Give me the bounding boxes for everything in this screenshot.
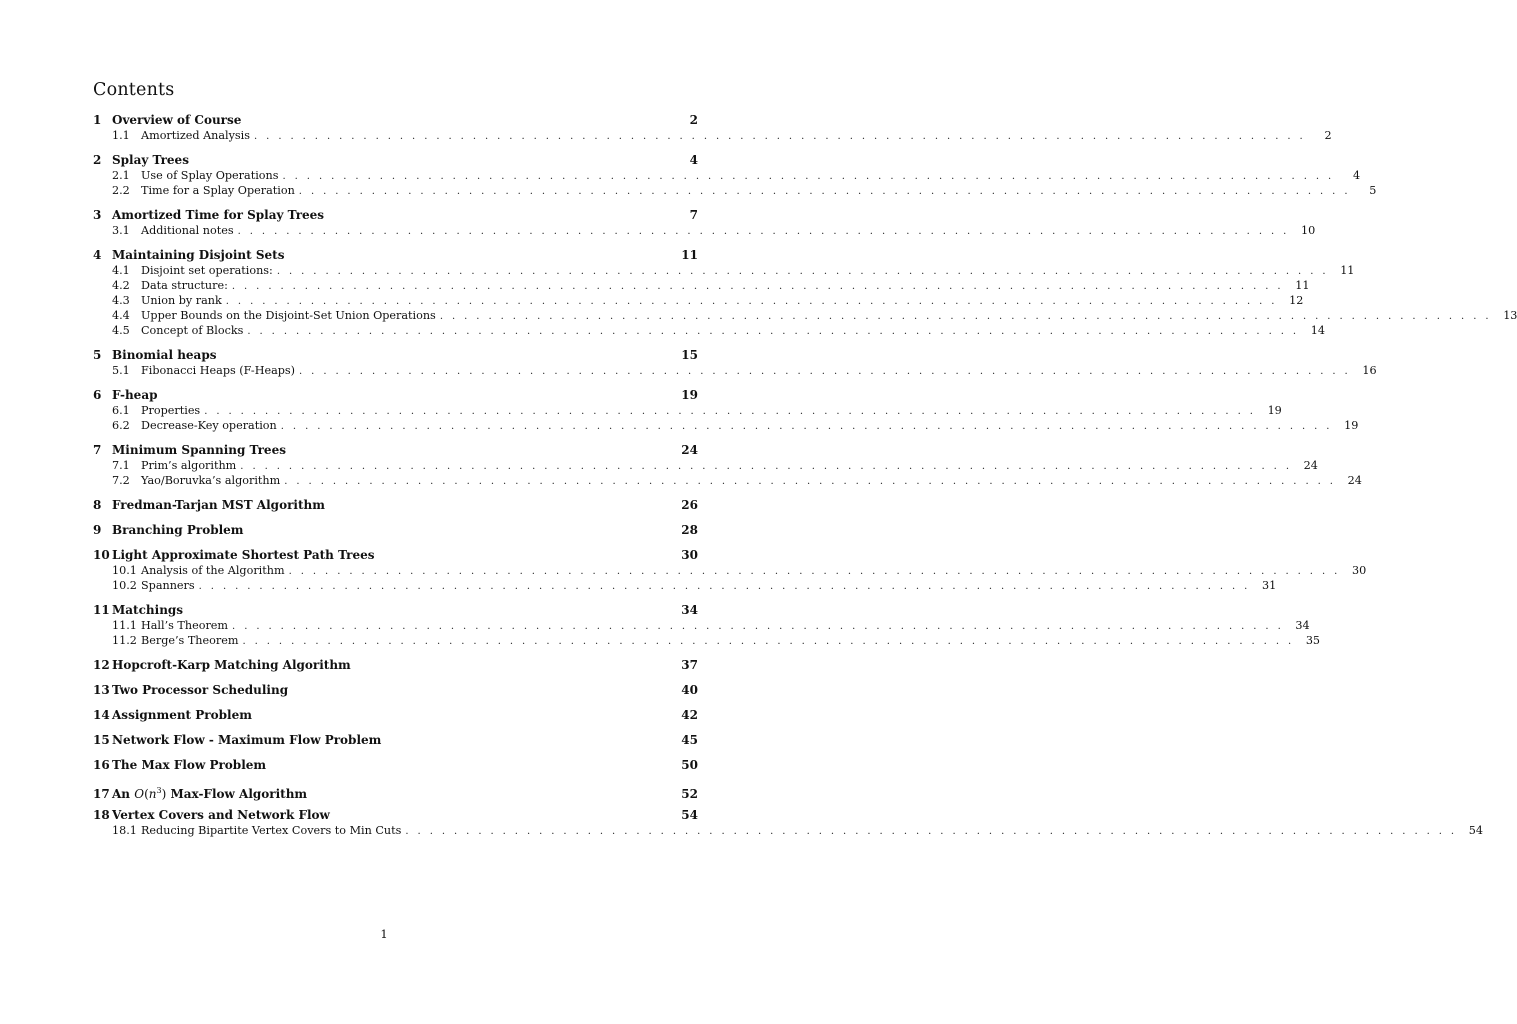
toc-section [93,153,1377,198]
section-title-prefix: An [112,787,135,801]
subsection-number: 10.2 [112,579,137,592]
subsection-title: Time for a Splay Operation [141,184,295,197]
subsection-page: 13 [1503,309,1517,322]
section-number: 3 [93,208,102,222]
section-page: 26 [681,498,698,512]
dot-leader: . . . . . . . . . . . . . . . . . . . . . . . . . . . . . . . . . . . . . . . . . . . . . . . . . . . . . . . . . . . . . . . . . . . . . . . . . . . . . . . . . . . . . . . [298,186,1351,197]
dot-leader: . . . . . . . . . . . . . . . . . . . . . . . . . . . . . . . . . . . . . . . . . . . . . . . . . . . . . . . . . . . . . . . . . . . . . . . . . . . . . . . . . . . . . . . [282,171,1335,182]
subsection-number: 2.1 [112,169,130,182]
dot-leader: . . . . . . . . . . . . . . . . . . . . . . . . . . . . . . . . . . . . . . . . . . . . . . . . . . . . . . . . . . . . . . . . . . . . . . . . . . . . . . . . . . . . . . . [280,421,1333,432]
toc-section-entry[interactable] [93,758,698,773]
subsection-number: 11.2 [112,634,137,647]
subsection-number: 4.3 [112,294,130,307]
subsection-number: 11.1 [112,619,137,632]
section-title: Overview of Course [112,113,242,127]
section-title: Fredman-Tarjan MST Algorithm [112,498,325,512]
subsection-title: Upper Bounds on the Disjoint-Set Union Operations [141,309,436,322]
section-title: Amortized Time for Splay Trees [112,208,325,222]
toc-section [93,758,698,773]
toc-subsection-entry[interactable] [93,183,1377,198]
toc-section [93,548,1367,593]
subsection-number: 6.1 [112,404,130,417]
section-title: Network Flow - Maximum Flow Problem [112,733,382,747]
toc-section-entry[interactable] [93,658,698,673]
subsection-title: Prim’s algorithm [141,459,237,472]
subsection-number: 4.1 [112,264,130,277]
toc-section [93,248,1517,338]
toc-section-entry[interactable] [93,783,698,801]
section-title-suffix: Max-Flow Algorithm [166,787,308,801]
section-page: 30 [681,548,698,562]
subsection-title: Additional notes [141,224,234,237]
section-page: 54 [681,808,698,822]
section-number: 16 [93,758,110,772]
toc-section-entry[interactable] [93,808,698,823]
subsection-page: 30 [1351,564,1367,577]
toc-subsection-entry[interactable] [93,223,1316,238]
toc-subsection-entry[interactable] [93,363,1377,378]
subsection-number: 6.2 [112,419,130,432]
section-title: Splay Trees [112,153,189,167]
subsection-number: 10.1 [112,564,137,577]
toc-section [93,603,1321,648]
section-title: Two Processor Scheduling [112,683,289,697]
subsection-page: 12 [1289,294,1304,307]
dot-leader: . . . . . . . . . . . . . . . . . . . . . . . . . . . . . . . . . . . . . . . . . . . . . . . . . . . . . . . . . . . . . . . . . . . . . . . . . . . . . . . . . . . . . . . [405,826,1457,837]
section-number: 2 [93,153,102,167]
subsection-page: 19 [1267,404,1282,417]
toc-section [93,348,1377,378]
subsection-page: 2 [1324,129,1332,142]
dot-leader: . . . . . . . . . . . . . . . . . . . . . . . . . . . . . . . . . . . . . . . . . . . . . . . . . . . . . . . . . . . . . . . . . . . . . . . . . . . . . . . . . . . . . . . [237,226,1290,237]
subsection-number: 7.2 [112,474,130,487]
subsection-number: 5.1 [112,364,130,377]
toc-subsection-entry[interactable] [93,128,1332,143]
open-paren: ( [144,787,149,801]
subsection-title: Hall’s Theorem [141,619,229,632]
toc-subsection-entry[interactable] [93,633,1321,648]
dot-leader: . . . . . . . . . . . . . . . . . . . . . . . . . . . . . . . . . . . . . . . . . . . . . . . . . . . . . . . . . . . . . . . . . . . . . . . . . . . . . . . . . . . . . . . [284,476,1336,487]
section-number: 17 [93,787,110,801]
dot-leader: . . . . . . . . . . . . . . . . . . . . . . . . . . . . . . . . . . . . . . . . . . . . . . . . . . . . . . . . . . . . . . . . . . . . . . . . . . . . . . . . . . . . . . . [198,581,1251,592]
subsection-number: 18.1 [112,824,137,837]
section-title: Vertex Covers and Network Flow [112,808,330,822]
section-title: Branching Problem [112,523,244,537]
math-variable: n [148,787,157,801]
toc-section [93,523,698,538]
subsection-title: Decrease-Key operation [141,419,277,432]
section-number: 18 [93,808,110,822]
close-paren: ) [161,787,167,801]
subsection-number: 3.1 [112,224,130,237]
section-title: The Max Flow Problem [112,758,267,772]
toc-section-entry[interactable] [93,388,698,403]
toc-section-entry[interactable] [93,248,698,263]
toc-subsection-entry[interactable] [93,458,1318,473]
section-title: Light Approximate Shortest Path Trees [112,548,375,562]
subsection-title: Union by rank [141,294,222,307]
section-title: Matchings [112,603,184,617]
subsection-title: Data structure: [141,279,228,292]
subsection-number: 7.1 [112,459,130,472]
toc-subsection-entry[interactable] [93,823,1483,838]
section-title: Hopcroft-Karp Matching Algorithm [112,658,351,672]
subsection-page: 24 [1347,474,1362,487]
subsection-title: Disjoint set operations: [141,264,273,277]
toc-section-entry[interactable] [93,498,698,513]
subsection-title: Berge’s Theorem [141,634,239,647]
toc-section [93,113,1332,143]
section-number: 11 [93,603,110,617]
toc-section-entry[interactable] [93,708,698,723]
section-number: 1 [93,113,102,127]
section-page: 28 [681,523,698,537]
toc-section-entry[interactable] [93,733,698,748]
dot-leader: . . . . . . . . . . . . . . . . . . . . . . . . . . . . . . . . . . . . . . . . . . . . . . . . . . . . . . . . . . . . . . . . . . . . . . . . . . . . . . . . . . . . . . . [231,281,1284,292]
section-number: 5 [93,348,102,362]
section-number: 6 [93,388,102,402]
toc-subsection-entry[interactable] [93,308,1517,323]
subsection-number: 4.4 [112,309,130,322]
section-page: 34 [681,603,698,617]
toc-section [93,498,698,513]
section-number: 12 [93,658,110,672]
section-page: 45 [681,733,698,747]
subsection-number: 4.5 [112,324,130,337]
subsection-title: Reducing Bipartite Vertex Covers to Min Cuts [141,824,402,837]
math-exponent: 3 [156,786,162,795]
section-title: Binomial heaps [112,348,217,362]
toc-section-entry[interactable] [93,348,698,363]
section-number: 15 [93,733,110,747]
section-title: Maintaining Disjoint Sets [112,248,285,262]
toc-section [93,208,1316,238]
dot-leader: . . . . . . . . . . . . . . . . . . . . . . . . . . . . . . . . . . . . . . . . . . . . . . . . . . . . . . . . . . . . . . . . . . . . . . . . . . . . . . . . . . . . . . . [232,621,1284,632]
toc-subsection-entry[interactable] [93,563,1367,578]
section-title: Assignment Problem [112,708,252,722]
section-page: 42 [681,708,698,722]
section-page: 15 [681,348,698,362]
section-page: 50 [681,758,698,772]
subsection-page: 11 [1295,279,1310,292]
section-page: 19 [681,388,698,402]
toc-subsection-entry[interactable] [93,578,1277,593]
subsection-title: Concept of Blocks [141,324,244,337]
subsection-title: Properties [141,404,201,417]
dot-leader: . . . . . . . . . . . . . . . . . . . . . . . . . . . . . . . . . . . . . . . . . . . . . . . . . . . . . . . . . . . . . . . . . . . . . . . . . . . . . . . . . . . . . . . [225,296,1278,307]
toc-subsection-entry[interactable] [93,473,1362,488]
dot-leader: . . . . . . . . . . . . . . . . . . . . . . . . . . . . . . . . . . . . . . . . . . . . . . . . . . . . . . . . . . . . . . . . . . . . . . . . . . . . . . . . . . . . . . . [276,266,1329,277]
contents-heading: Contents [93,80,175,100]
subsection-page: 11 [1340,264,1355,277]
section-page: 7 [689,208,698,222]
dot-leader: . . . . . . . . . . . . . . . . . . . . . . . . . . . . . . . . . . . . . . . . . . . . . . . . . . . . . . . . . . . . . . . . . . . . . . . . . . . . . . . . . . . . . . . [242,636,1295,647]
subsection-title: Use of Splay Operations [141,169,279,182]
toc-section [93,658,698,673]
section-page: 4 [689,153,698,167]
toc-section [93,683,698,698]
big-o-symbol: O [134,787,145,801]
section-number: 9 [93,523,102,537]
section-title: F-heap [112,388,158,402]
section-title: Minimum Spanning Trees [112,443,286,457]
toc-section [93,733,698,748]
toc-subsection-entry[interactable] [93,278,1310,293]
section-page: 52 [681,787,698,801]
page-number: 1 [380,927,388,941]
subsection-page: 14 [1310,324,1325,337]
subsection-title: Yao/Boruvka’s algorithm [141,474,281,487]
toc-section-entry[interactable] [93,153,698,168]
subsection-page: 35 [1305,634,1321,647]
subsection-page: 34 [1295,619,1310,632]
toc-section [93,808,1483,838]
subsection-title: Fibonacci Heaps (F-Heaps) [141,364,296,377]
dot-leader: . . . . . . . . . . . . . . . . . . . . . . . . . . . . . . . . . . . . . . . . . . . . . . . . . . . . . . . . . . . . . . . . . . . . . . . . . . . . . . . . . . . . . . . [240,461,1292,472]
toc-subsection-entry[interactable] [93,418,1359,433]
subsection-title: Spanners [141,579,195,592]
toc-section-entry[interactable] [93,443,698,458]
subsection-page: 54 [1468,824,1483,837]
subsection-page: 16 [1362,364,1377,377]
subsection-number: 1.1 [112,129,130,142]
toc-section-entry[interactable] [93,208,698,223]
section-page: 2 [689,113,698,127]
subsection-page: 24 [1303,459,1318,472]
toc-section-entry[interactable] [93,113,698,128]
section-number: 7 [93,443,102,457]
toc-section [93,443,1362,488]
section-page: 40 [681,683,698,697]
subsection-page: 19 [1344,419,1359,432]
toc-subsection-entry[interactable] [93,618,1310,633]
toc-section [93,708,698,723]
dot-leader: . . . . . . . . . . . . . . . . . . . . . . . . . . . . . . . . . . . . . . . . . . . . . . . . . . . . . . . . . . . . . . . . . . . . . . . . . . . . . . . . . . . . . . . [299,366,1351,377]
dot-leader: . . . . . . . . . . . . . . . . . . . . . . . . . . . . . . . . . . . . . . . . . . . . . . . . . . . . . . . . . . . . . . . . . . . . . . . . . . . . . . . . . . . . . . . [439,311,1492,322]
section-page: 11 [681,248,698,262]
subsection-number: 4.2 [112,279,130,292]
subsection-title: Analysis of the Algorithm [141,564,285,577]
toc-section-entry[interactable] [93,683,698,698]
dot-leader: . . . . . . . . . . . . . . . . . . . . . . . . . . . . . . . . . . . . . . . . . . . . . . . . . . . . . . . . . . . . . . . . . . . . . . . . . . . . . . . . . . . . . . . [247,326,1299,337]
section-number: 10 [93,548,110,562]
toc-subsection-entry[interactable] [93,168,1361,183]
toc-section [93,388,1359,433]
section-page: 24 [681,443,698,457]
section-number: 14 [93,708,110,722]
toc-section-entry[interactable] [93,603,698,618]
dot-leader: . . . . . . . . . . . . . . . . . . . . . . . . . . . . . . . . . . . . . . . . . . . . . . . . . . . . . . . . . . . . . . . . . . . . . . . . . . . . . . . . . . . . . . . [288,566,1341,577]
section-number: 4 [93,248,102,262]
table-of-contents [93,113,1517,848]
subsection-page: 31 [1262,579,1277,592]
toc-subsection-entry[interactable] [93,263,1355,278]
section-number: 8 [93,498,102,512]
toc-subsection-entry[interactable] [93,293,1304,308]
section-number: 13 [93,683,110,697]
toc-section-entry[interactable] [93,548,698,563]
subsection-page: 5 [1369,184,1377,197]
toc-section [93,783,698,801]
subsection-page: 10 [1300,224,1316,237]
subsection-title: Amortized Analysis [141,129,250,142]
toc-section-entry[interactable] [93,523,698,538]
subsection-number: 2.2 [112,184,130,197]
subsection-page: 4 [1352,169,1361,182]
dot-leader: . . . . . . . . . . . . . . . . . . . . . . . . . . . . . . . . . . . . . . . . . . . . . . . . . . . . . . . . . . . . . . . . . . . . . . . . . . . . . . . . . . . . . . . [204,406,1256,417]
toc-subsection-entry[interactable] [93,323,1325,338]
toc-subsection-entry[interactable] [93,403,1282,418]
section-title [112,783,681,802]
section-page: 37 [681,658,698,672]
dot-leader: . . . . . . . . . . . . . . . . . . . . . . . . . . . . . . . . . . . . . . . . . . . . . . . . . . . . . . . . . . . . . . . . . . . . . . . . . . . . . . . . . . . . . . . [254,131,1306,142]
